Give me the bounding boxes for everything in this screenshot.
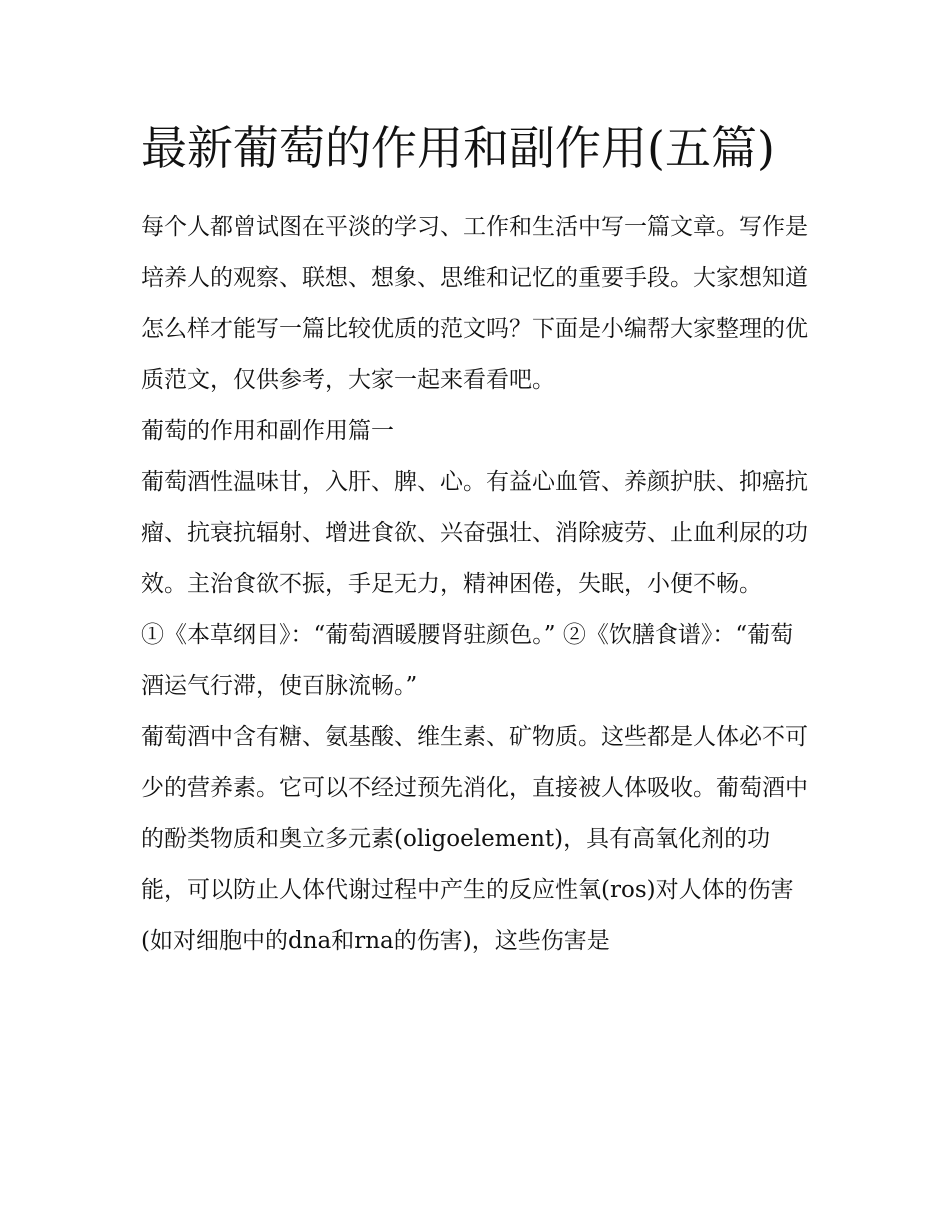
document-title: 最新葡萄的作用和副作用(五篇) <box>141 121 775 175</box>
section-heading: 葡萄的作用和副作用篇一 <box>141 418 394 444</box>
document-body <box>141 108 813 967</box>
classical-quotes-paragraph: ①《本草纲目》：“葡萄酒暖腰肾驻颜色。” ②《饮膳食谱》：“葡萄酒运气行滞，使百脉流畅。” <box>141 622 794 699</box>
intro-paragraph: 每个人都曾试图在平淡的学习、工作和生活中写一篇文章。写作是培养人的观察、联想、想象、思维和记忆的重要手段。大家想知道怎么样才能写一篇比较优质的范文吗？下面是小编帮大家整理的优质范文，仅供参考，大家一起来看看吧。 <box>141 214 808 393</box>
wine-properties-paragraph: 葡萄酒性温味甘，入肝、脾、心。有益心血管、养颜护肤、抑癌抗瘤、抗衰抗辐射、增进食欲、兴奋强壮、消除疲劳、止血利尿的功效。主治食欲不振，手足无力，精神困倦，失眠，小便不畅。 <box>141 469 808 597</box>
nutrition-paragraph: 葡萄酒中含有糖、氨基酸、维生素、矿物质。这些都是人体必不可少的营养素。它可以不经过预先消化，直接被人体吸收。葡萄酒中的酚类物质和奥立多元素(oligoelement)，具有高氧化剂的功能，可以防止人体代谢过程中产生的反应性氧(ros)对人体的伤害(如对细胞中的dna和rna的伤害)，这些伤害是 <box>141 724 808 954</box>
